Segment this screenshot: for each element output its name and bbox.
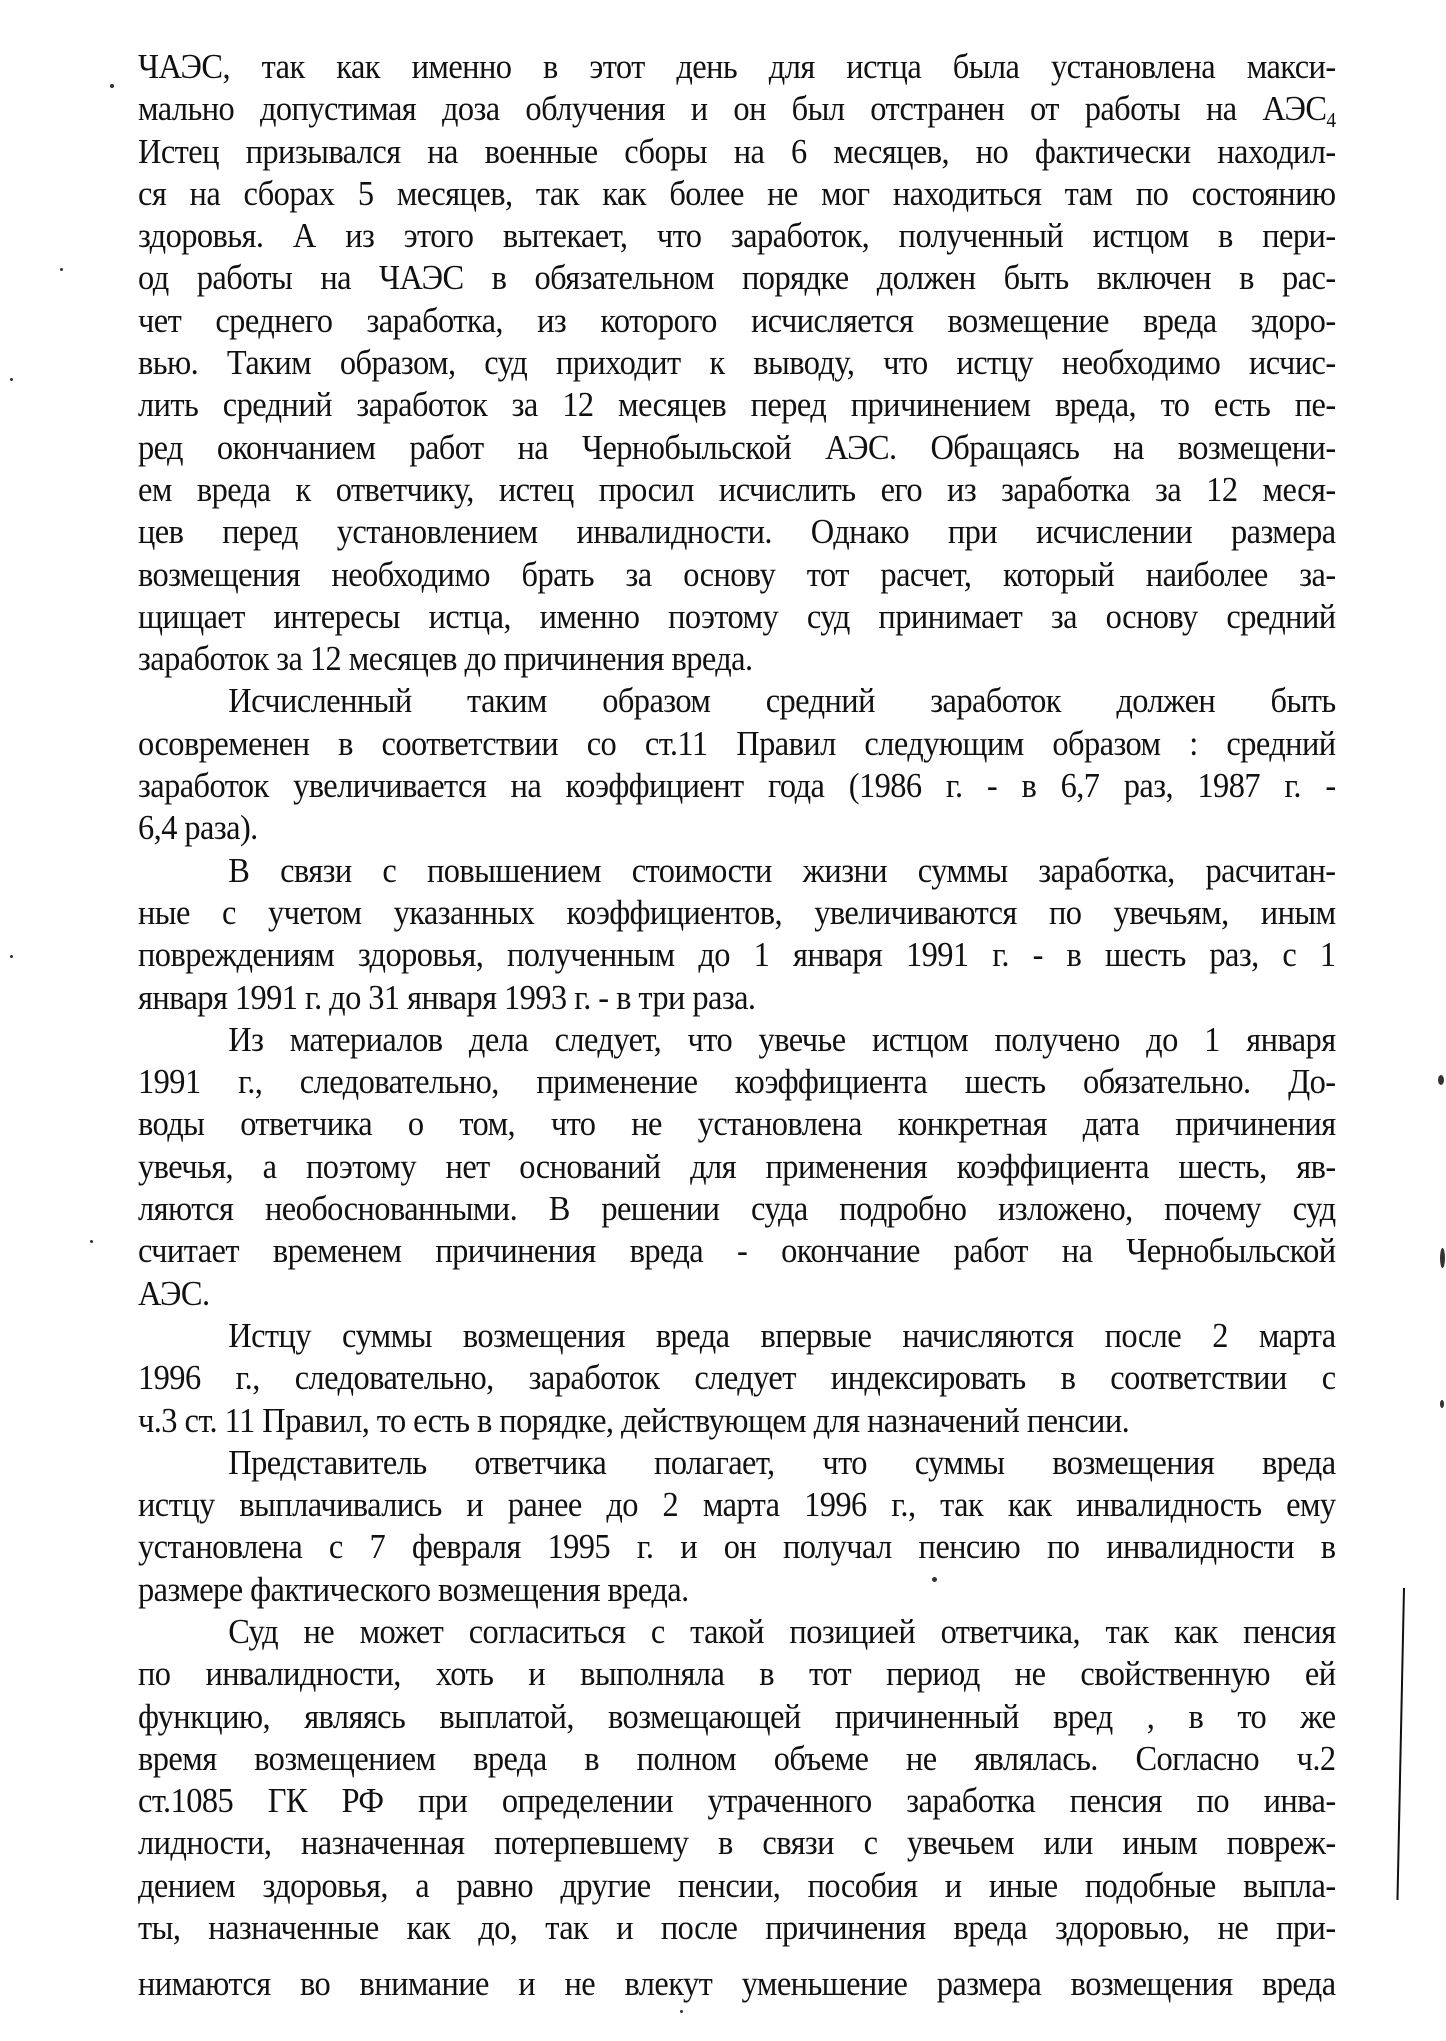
scan-speck: [1440, 1400, 1444, 1408]
text-line: [138, 723, 1336, 765]
line-text: Истец призывался на военные сборы на 6 месяцев, но фактически находил-: [138, 132, 1336, 171]
line-text: ст.1085 ГК РФ при определении утраченного заработка пенсия по инва-: [138, 1782, 1336, 1821]
text-line: [138, 638, 1336, 680]
line-text: ся на сборах 5 месяцев, так как более не мог находиться там по состоянию: [138, 174, 1336, 213]
line-text: чет среднего заработка, из которого исчисляется возмещение вреда здоро-: [138, 301, 1336, 340]
line-text: ч.3 ст. 11 Правил, то есть в порядке, действующем для назначений пенсии.: [138, 1401, 1130, 1440]
line-text: Из материалов дела следует, что увечье истцом получено до 1 января: [228, 1020, 1336, 1059]
text-line: [138, 1569, 1336, 1611]
paragraph-first-line: [138, 1442, 1336, 1484]
text-line: [138, 596, 1336, 638]
paragraph-first-line: [138, 680, 1336, 722]
text-line: [138, 427, 1336, 469]
line-text: мально допустимая доза облучения и он был отстранен от работы на АЭС: [138, 90, 1327, 129]
scan-speck: [90, 1240, 93, 1243]
paragraph-first-line: [138, 850, 1336, 892]
paragraph-first-line: [138, 1611, 1336, 1653]
line-text: цев перед установлением инвалидности. Однако при исчислении размера: [138, 513, 1336, 552]
line-text: ЧАЭС, так как именно в этот день для истца была установлена макси-: [138, 48, 1336, 86]
line-text: щищает интересы истца, именно поэтому суд принимает за основу средний: [138, 597, 1336, 636]
scan-speck: [60, 268, 63, 271]
margin-vertical-line: [1396, 1588, 1405, 1900]
subscript-mark: 4: [1326, 110, 1336, 133]
line-text: здоровья. А из этого вытекает, что заработок, полученный истцом в пери-: [138, 217, 1336, 256]
line-text: воды ответчика о том, что не установлена конкретная дата причинения: [138, 1105, 1336, 1144]
line-text: января 1991 г. до 31 января 1993 г. - в три раза.: [138, 978, 756, 1017]
scan-speck: [10, 378, 13, 381]
text-line: [138, 257, 1336, 299]
line-text: время возмещением вреда в полном объеме не являлась. Согласно ч.2: [138, 1739, 1336, 1778]
text-line: [138, 554, 1336, 596]
text-line: [138, 1357, 1336, 1399]
text-line: [138, 1963, 1336, 2005]
line-text: од работы на ЧАЭС в обязательном порядке должен быть включен в рас-: [138, 259, 1336, 298]
text-line: [138, 765, 1336, 807]
line-text: лить средний заработок за 12 месяцев перед причинением вреда, то есть пе-: [138, 386, 1336, 425]
paragraph-first-line: [138, 1019, 1336, 1061]
line-text: осовременен в соответствии со ст.11 Правил следующим образом : средний: [138, 724, 1336, 763]
text-line: [138, 1653, 1336, 1695]
line-text: Суд не может согласиться с такой позицией ответчика, так как пенсия: [228, 1612, 1336, 1651]
text-line: [138, 342, 1336, 384]
text-line: [138, 469, 1336, 511]
line-text: повреждениям здоровья, полученным до 1 января 1991 г. - в шесть раз, с 1: [138, 936, 1336, 975]
line-text: ем вреда к ответчику, истец просил исчислить его из заработка за 12 меся-: [138, 470, 1336, 509]
text-line: [138, 1273, 1336, 1315]
text-line: [138, 1696, 1336, 1738]
scan-speck: [1438, 1075, 1444, 1085]
line-text: размере фактического возмещения вреда.: [138, 1570, 689, 1609]
line-text: нимаются во внимание и не влекут уменьшение размера возмещения вреда: [138, 1965, 1336, 2004]
line-text: 6,4 раза).: [138, 809, 258, 848]
text-line: [138, 807, 1336, 849]
line-text: 1991 г., следовательно, применение коэффициента шесть обязательно. До-: [138, 1063, 1336, 1102]
text-line: [138, 215, 1336, 257]
text-line: [138, 934, 1336, 976]
text-line: [138, 1780, 1336, 1822]
text-line: [138, 1526, 1336, 1568]
text-line: [138, 511, 1336, 553]
line-text: Исчисленный таким образом средний заработок должен быть: [228, 682, 1336, 721]
line-text: истцу выплачивались и ранее до 2 марта 1996 г., так как инвалидность ему: [138, 1486, 1336, 1525]
text-line: [138, 173, 1336, 215]
text-line: [138, 1738, 1336, 1780]
text-line: [138, 1061, 1336, 1103]
text-line: [138, 1146, 1336, 1188]
line-text: заработок за 12 месяцев до причинения вреда.: [138, 640, 753, 679]
text-line: [138, 1907, 1336, 1949]
line-text: 1996 г., следовательно, заработок следует индексировать в соответствии с: [138, 1359, 1336, 1398]
line-text: возмещения необходимо брать за основу тот расчет, который наиболее за-: [138, 555, 1336, 594]
line-text: считает временем причинения вреда - окончание работ на Чернобыльской: [138, 1232, 1336, 1271]
text-line: [138, 300, 1336, 342]
scan-speck: [1440, 1248, 1445, 1268]
bullet-mark: [110, 84, 114, 88]
line-text: Представитель ответчика полагает, что суммы возмещения вреда: [228, 1443, 1336, 1482]
text-line: [138, 1230, 1336, 1272]
line-text: вью. Таким образом, суд приходит к выводу, что истцу необходимо исчис-: [138, 344, 1336, 383]
text-line: [138, 1865, 1336, 1907]
line-text: по инвалидности, хоть и выполняла в тот период не свойственную ей: [138, 1655, 1336, 1694]
text-line: [138, 131, 1336, 173]
line-text: установлена с 7 февраля 1995 г. и он получал пенсию по инвалидности в: [138, 1528, 1336, 1567]
line-text: Истцу суммы возмещения вреда впервые начисляются после 2 марта: [228, 1316, 1336, 1355]
paragraph-first-line: [138, 1315, 1336, 1357]
text-line: [138, 977, 1336, 1019]
scan-speck: [10, 955, 13, 958]
text-line: [138, 1400, 1336, 1442]
line-text: увечья, а поэтому нет оснований для применения коэффициента шесть, яв-: [138, 1147, 1336, 1186]
text-line: [138, 892, 1336, 934]
text-line: [138, 384, 1336, 426]
text-line: [138, 1484, 1336, 1526]
text-line: [138, 1188, 1336, 1230]
line-text: дением здоровья, а равно другие пенсии, пособия и иные подобные выпла-: [138, 1866, 1336, 1905]
text-line: [138, 88, 1336, 133]
text-line: [138, 1822, 1336, 1864]
line-text: ные с учетом указанных коэффициентов, увеличиваются по увечьям, иным: [138, 893, 1336, 932]
line-text: ты, назначенные как до, так и после причинения вреда здоровью, не при-: [138, 1909, 1336, 1948]
line-text: ляются необоснованными. В решении суда подробно изложено, почему суд: [138, 1190, 1336, 1229]
document-body-text: [138, 46, 1336, 2006]
text-line: [138, 46, 1336, 88]
text-line: [138, 1103, 1336, 1145]
line-text: АЭС.: [138, 1274, 210, 1313]
line-text: функцию, являясь выплатой, возмещающей причиненный вред , в то же: [138, 1697, 1336, 1736]
line-text: ред окончанием работ на Чернобыльской АЭС. Обращаясь на возмещени-: [138, 428, 1336, 467]
scan-speck: [680, 2010, 683, 2013]
line-text: лидности, назначенная потерпевшему в связи с увечьем или иным повреж-: [138, 1824, 1336, 1863]
line-text: заработок увеличивается на коэффициент года (1986 г. - в 6,7 раз, 1987 г. -: [138, 767, 1336, 806]
line-text: В связи с повышением стоимости жизни суммы заработка, расчитан-: [228, 851, 1336, 890]
